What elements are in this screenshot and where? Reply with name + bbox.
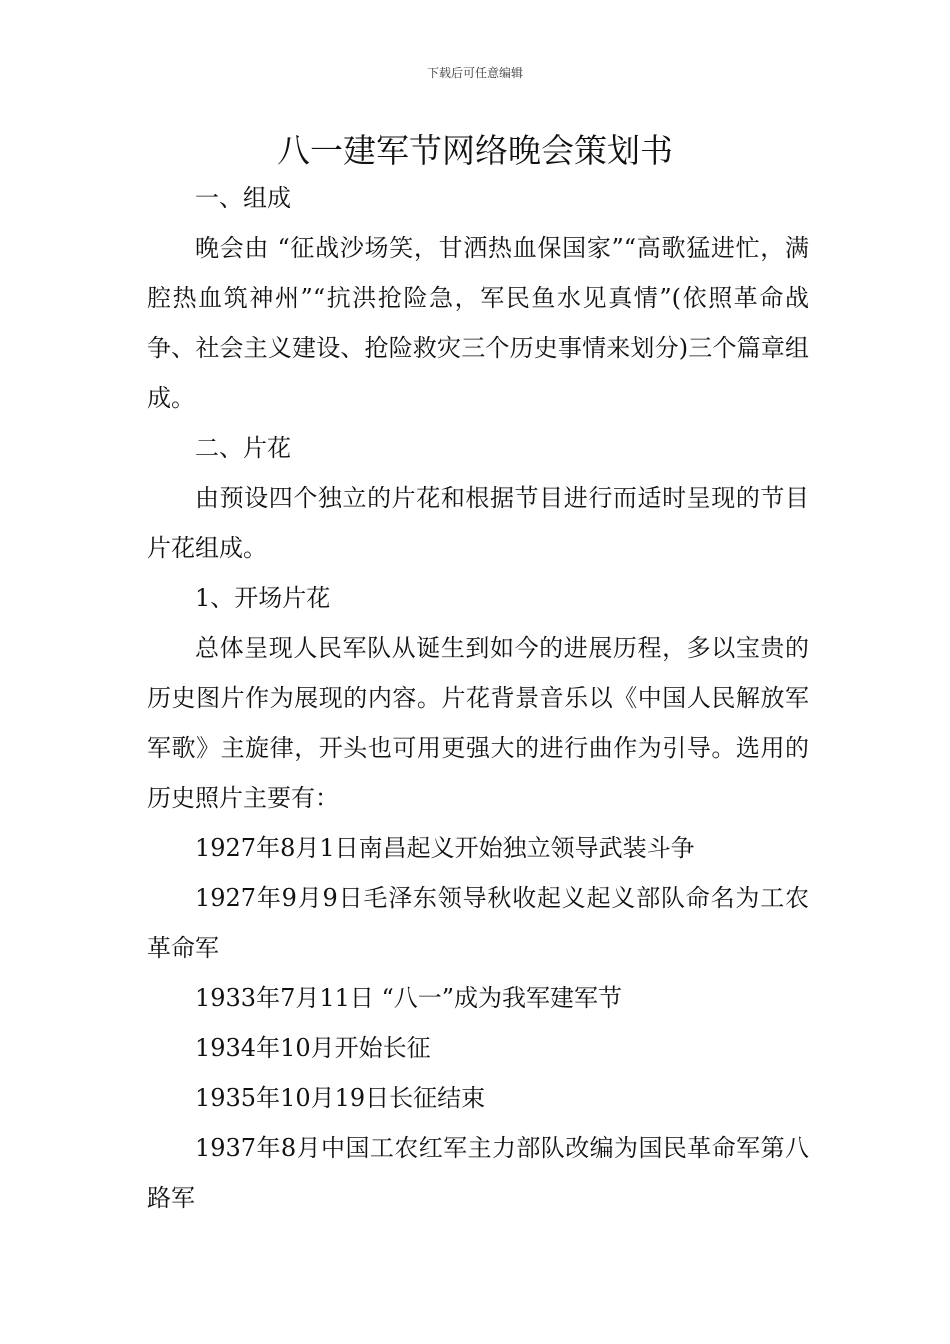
section-heading-clips: 二、片花 [195, 434, 291, 462]
subheading-opening-clip: 1、开场片花 [195, 584, 331, 612]
timeline-item: 1935年10月19日长征结束 [195, 1084, 486, 1112]
paragraph-opening-clip: 总体呈现人民军队从诞生到如今的进展历程，多以宝贵的历史图片作为展现的内容。片花背景音乐以《中国人民解放军军歌》主旋律，开头也可用更强大的进行曲作为引导。选用的历史照片主要有： [147, 634, 809, 812]
timeline-item: 1933年7月11日 “八一”成为我军建军节 [195, 984, 623, 1012]
document-title: 八一建军节网络晚会策划书 [277, 131, 673, 170]
timeline-item: 1934年10月开始长征 [195, 1034, 431, 1062]
paragraph-composition: 晚会由 “征战沙场笑，甘洒热血保国家”“高歌猛进忙，满腔热血筑神州”“抗洪抢险急，军民鱼水见真情”(依照革命战争、社会主义建设、抢险救灾三个历史事情来划分)三个篇章组成。 [147, 234, 809, 412]
paragraph-clips: 由预设四个独立的片花和根据节目进行而适时呈现的节目片花组成。 [147, 484, 809, 562]
document-body [147, 173, 809, 1223]
header-note: 下载后可任意编辑 [426, 66, 523, 80]
timeline-item: 1937年8月中国工农红军主力部队改编为国民革命军第八路军 [147, 1134, 809, 1212]
timeline-item: 1927年8月1日南昌起义开始独立领导武装斗争 [195, 834, 695, 862]
timeline-item: 1927年9月9日毛泽东领导秋收起义起义部队命名为工农革命军 [147, 884, 809, 962]
section-heading-composition: 一、组成 [195, 184, 291, 212]
